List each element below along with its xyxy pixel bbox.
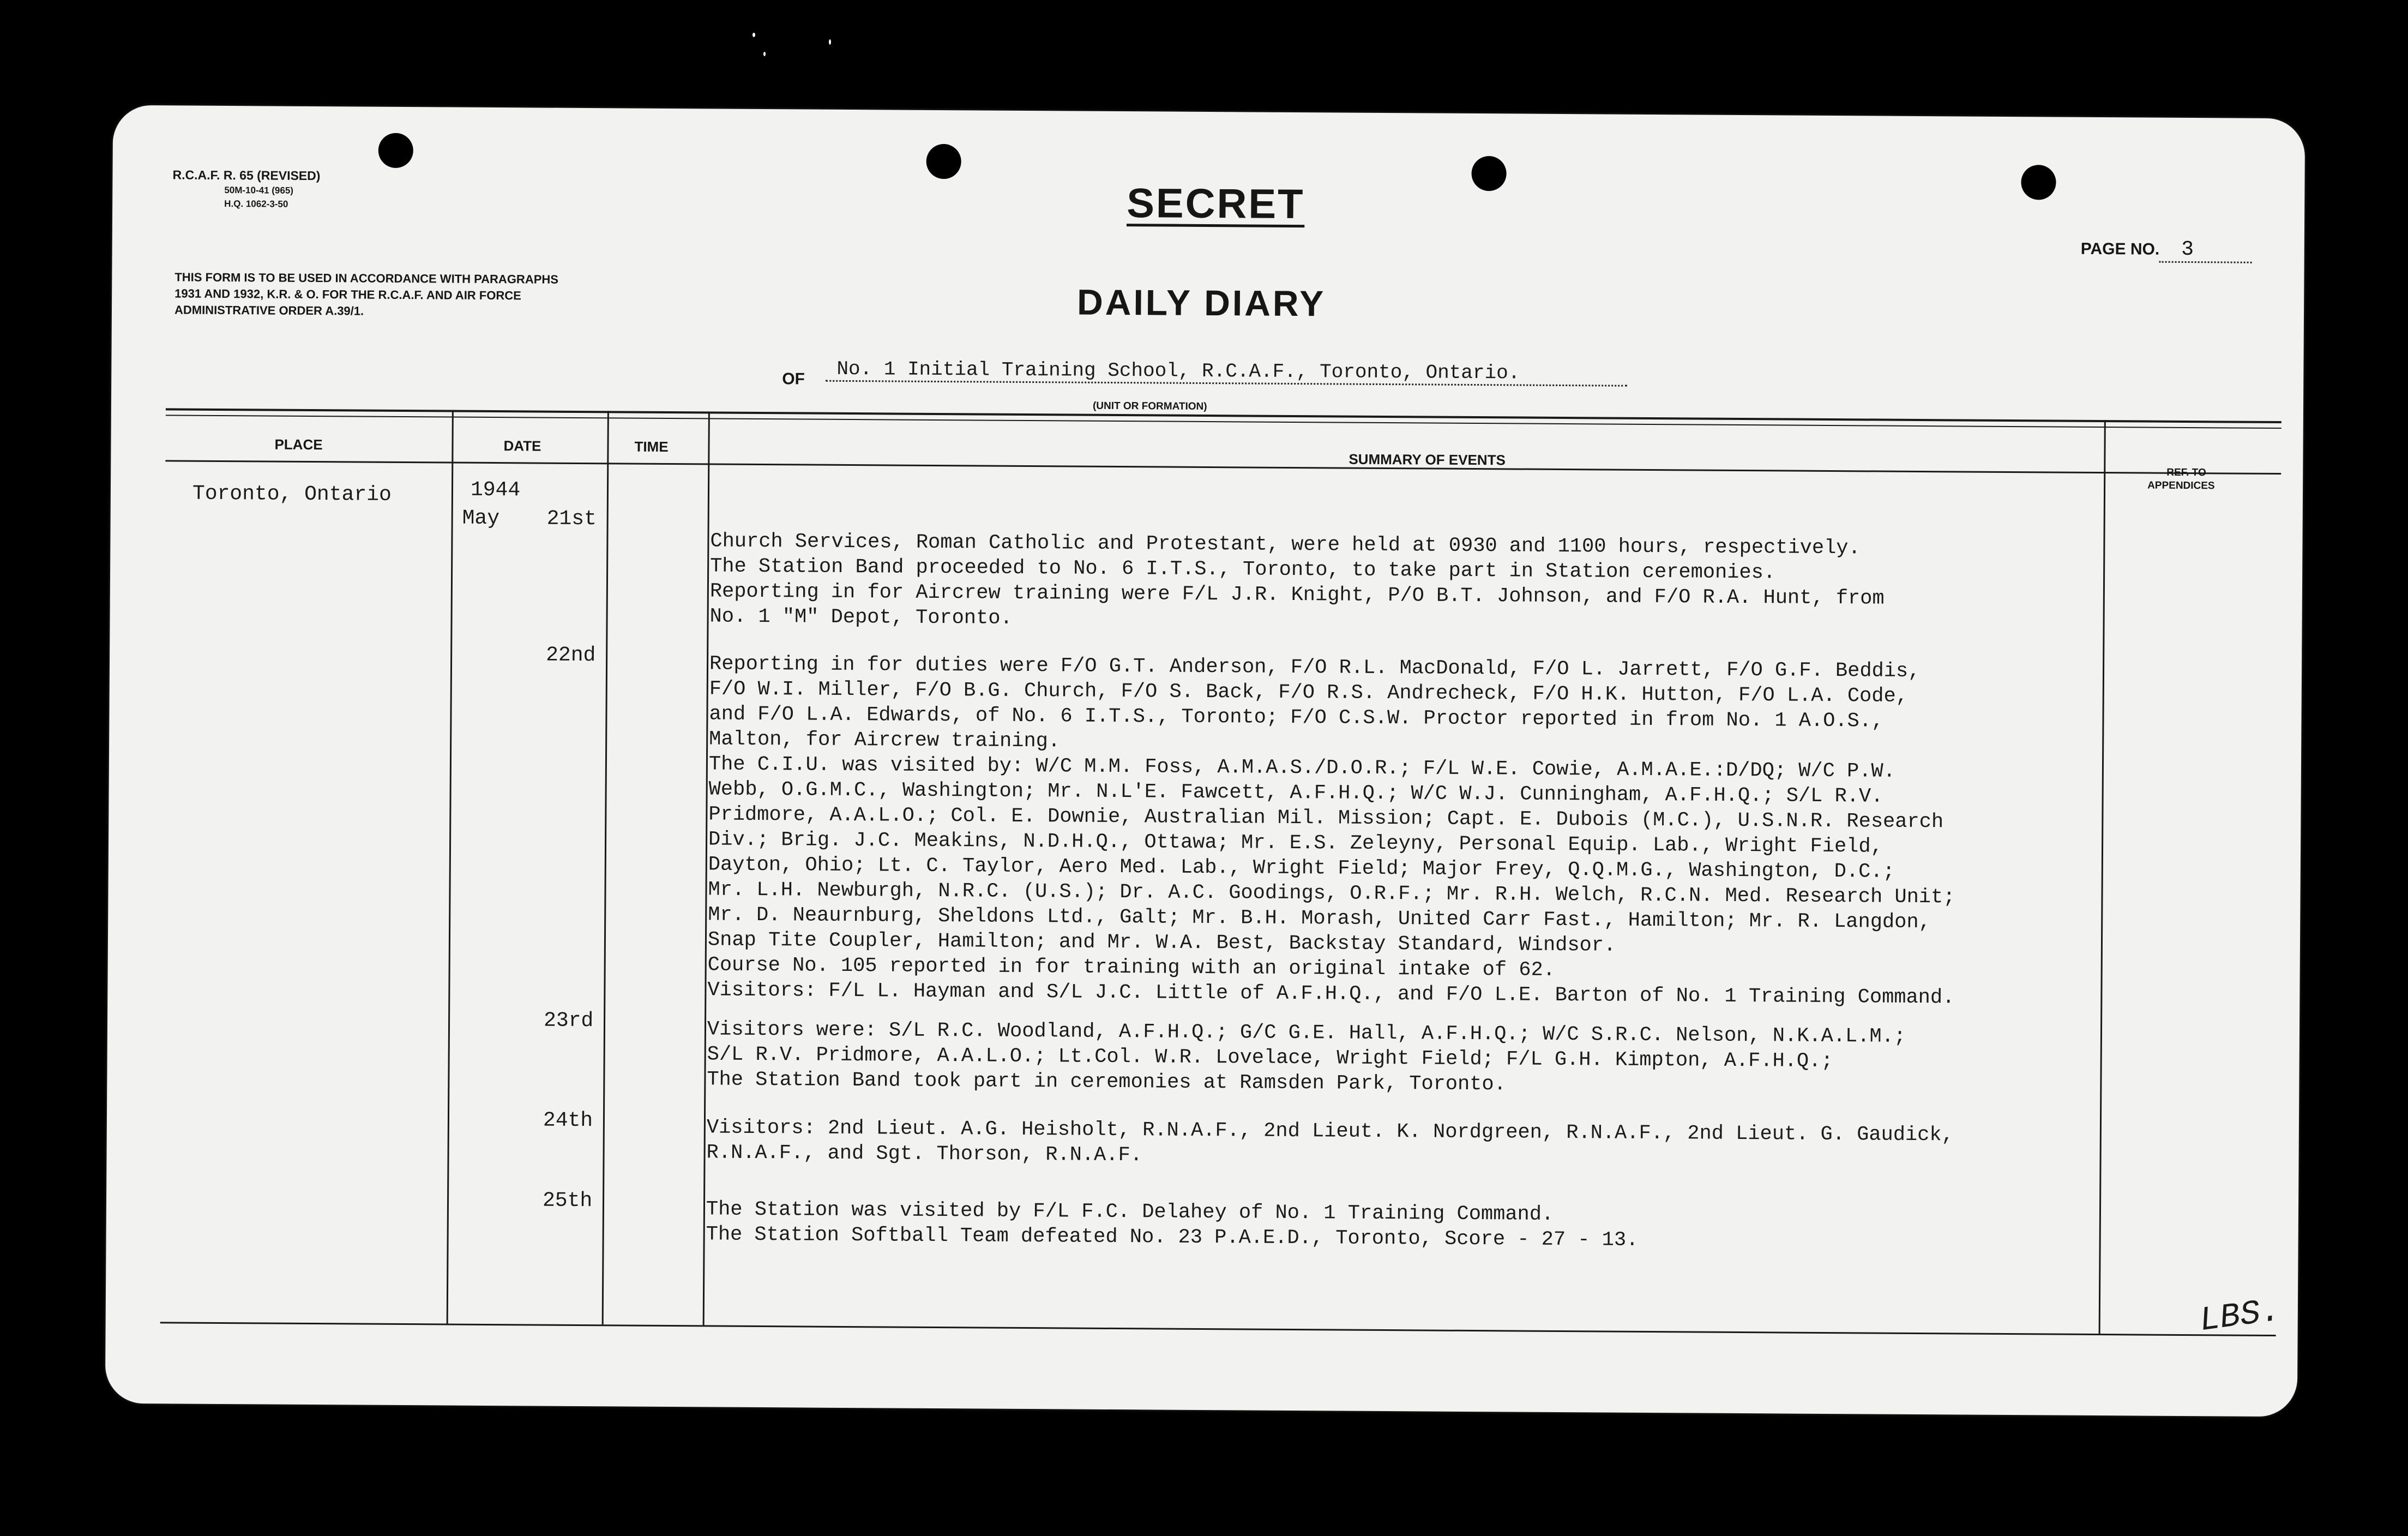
entry-line: Visitors were: S/L R.C. Woodland, A.F.H.Q.; G/C G.E. Hall, A.F.H.Q.; W/C S.R.C. Nelson, N.K.A.L.M.; [707, 1018, 1906, 1048]
diary-entry [706, 1115, 1954, 1173]
column-header-summary: SUMMARY OF EVENTS [1349, 451, 1506, 469]
column-divider [447, 410, 454, 1324]
form-instructions: THIS FORM IS TO BE USED IN ACCORDANCE WITH PARAGRAPHS 1931 AND 1932, K.R. & O. FOR THE R.C.A.F. AND AIR FORCE ADMINISTRATIVE ORDER A.39/1. [174, 270, 559, 318]
entry-line: S/L R.V. Pridmore, A.A.L.O.; Lt.Col. W.R. Lovelace, Wright Field; F/L G.H. Kimpton, A.F.H.Q.; [707, 1043, 1833, 1073]
entry-line: The Station Band took part in ceremonies at Ramsden Park, Toronto. [707, 1068, 1506, 1096]
column-header-date: DATE [503, 437, 541, 454]
column-header-rule [165, 460, 2281, 475]
entry-line: Church Services, Roman Catholic and Protestant, were held at 0930 and 1100 hours, respectively. [710, 530, 1861, 560]
handwritten-initials: LBS. [2197, 1291, 2283, 1341]
scan-speck [829, 39, 831, 45]
footer-rule [160, 1322, 2276, 1336]
entry-line: The C.I.U. was visited by: W/C M.M. Foss, A.M.A.S./D.O.R.; F/L W.E. Cowie, A.M.A.E.:D/DQ; W/C P.W. [708, 753, 1895, 783]
date-day: 21st [546, 507, 597, 531]
column-header-place: PLACE [274, 436, 323, 453]
date-day: 24th [543, 1108, 593, 1133]
date-month: May [462, 506, 500, 531]
column-divider [2099, 420, 2106, 1334]
scan-speck [763, 52, 766, 56]
diary-entry [707, 651, 1956, 1010]
entry-line: Dayton, Ohio; Lt. C. Taylor, Aero Med. Lab., Wright Field; Major Frey, Q.Q.M.G., Washington, D.C.; [708, 853, 1895, 884]
form-code [172, 166, 320, 211]
page-number-value: 3 [2159, 238, 2252, 263]
date-day: 22nd [546, 643, 596, 668]
entry-line: R.N.A.F., and Sgt. Thorson, R.N.A.F. [706, 1141, 1143, 1167]
scan-speck [752, 33, 755, 37]
entry-line: Malton, for Aircrew training. [709, 728, 1061, 753]
entry-line: Visitors: 2nd Lieut. A.G. Heisholt, R.N.A.F., 2nd Lieut. K. Nordgreen, R.N.A.F., 2nd Lieut. G. Gaudick, [706, 1116, 1954, 1147]
unit-caption: (UNIT OR FORMATION) [1092, 400, 1207, 413]
form-code-line: 50M-10-41 (965) [224, 184, 294, 196]
entry-line: The Station Band proceeded to No. 6 I.T.S., Toronto, to take part in Station ceremonies. [710, 555, 1776, 585]
punch-hole [1471, 156, 1506, 191]
form-code-line: R.C.A.F. R. 65 (REVISED) [172, 167, 321, 183]
diary-page [105, 105, 2305, 1417]
page-number-label: PAGE NO. [2080, 239, 2160, 259]
diary-entry [707, 1017, 1906, 1099]
punch-hole [2021, 165, 2056, 200]
year-value: 1944 [470, 478, 521, 502]
page-number-field [2081, 237, 2253, 263]
page-title: DAILY DIARY [1076, 281, 1326, 324]
entry-line: The Station was visited by F/L F.C. Delahey of No. 1 Training Command. [706, 1198, 1554, 1226]
entry-line: Mr. D. Neaurnburg, Sheldons Ltd., Galt; Mr. B.H. Morash, United Carr Fast., Hamilton; Mr. R. Langdon, [708, 903, 1931, 934]
column-header-time: TIME [634, 438, 669, 455]
diary-entry [706, 1197, 1639, 1252]
date-day: 25th [542, 1189, 593, 1213]
entry-line: No. 1 "M" Depot, Toronto. [709, 605, 1013, 630]
entry-line: Div.; Brig. J.C. Meakins, N.D.H.Q., Ottawa; Mr. E.S. Zeleyny, Personal Equip. Lab., Wright Field, [708, 828, 1883, 859]
form-code-line: H.Q. 1062-3-50 [224, 198, 288, 209]
column-header-ref: REF. TO [2166, 466, 2206, 479]
entry-line: and F/O L.A. Edwards, of No. 6 I.T.S., Toronto; F/O C.S.W. Proctor reported in from No. 1 A.O.S., [709, 703, 1884, 733]
entry-line: Course No. 105 reported in for training with an original intake of 62. [707, 953, 1556, 982]
place-value: Toronto, Ontario [192, 482, 392, 507]
entry-line: Webb, O.G.M.C., Washington; Mr. N.L'E. Fawcett, A.F.H.Q.; W/C W.J. Cunningham, A.F.H.Q.; S/L R.V. [708, 778, 1883, 808]
column-header-ref: APPENDICES [2147, 479, 2215, 492]
unit-name: No. 1 Initial Training School, R.C.A.F., Toronto, Ontario. [826, 358, 1627, 387]
secret-heading: SECRET [1126, 180, 1305, 228]
entry-line: Reporting in for Aircrew training were F/L J.R. Knight, P/O B.T. Johnson, and F/O R.A. Hunt, from [709, 580, 1885, 610]
entry-line: Snap Tite Coupler, Hamilton; and Mr. W.A. Best, Backstay Standard, Windsor. [707, 928, 1616, 957]
entry-line: F/O W.I. Miller, F/O B.G. Church, F/O S. Back, F/O R.S. Andrecheck, F/O H.K. Hutton, F/O L.A. Code, [709, 677, 1909, 708]
of-label: OF [782, 370, 805, 388]
diary-entry [709, 529, 1885, 636]
date-day: 23rd [543, 1009, 594, 1033]
punch-hole [926, 144, 961, 179]
entry-line: Reporting in for duties were F/O G.T. Anderson, F/O R.L. MacDonald, F/O L. Jarrett, F/O G.F. Beddis, [709, 652, 1921, 683]
entry-line: Pridmore, A.A.L.O.; Col. E. Downie, Australian Mil. Mission; Capt. E. Dubois (M.C.), U.S.N.R. Research [708, 803, 1944, 834]
punch-hole [378, 133, 413, 168]
entry-line: Visitors: F/L L. Hayman and S/L J.C. Little of A.F.H.Q., and F/O L.E. Barton of No. 1 Training Command. [707, 979, 1955, 1010]
entry-line: Mr. L.H. Newburgh, N.R.C. (U.S.); Dr. A.C. Goodings, O.R.F.; Mr. R.H. Welch, R.C.N. Med. Research Unit; [708, 878, 1955, 909]
column-divider [602, 411, 609, 1324]
entry-line: The Station Softball Team defeated No. 23 P.A.E.D., Toronto, Score - 27 - 13. [706, 1223, 1639, 1252]
